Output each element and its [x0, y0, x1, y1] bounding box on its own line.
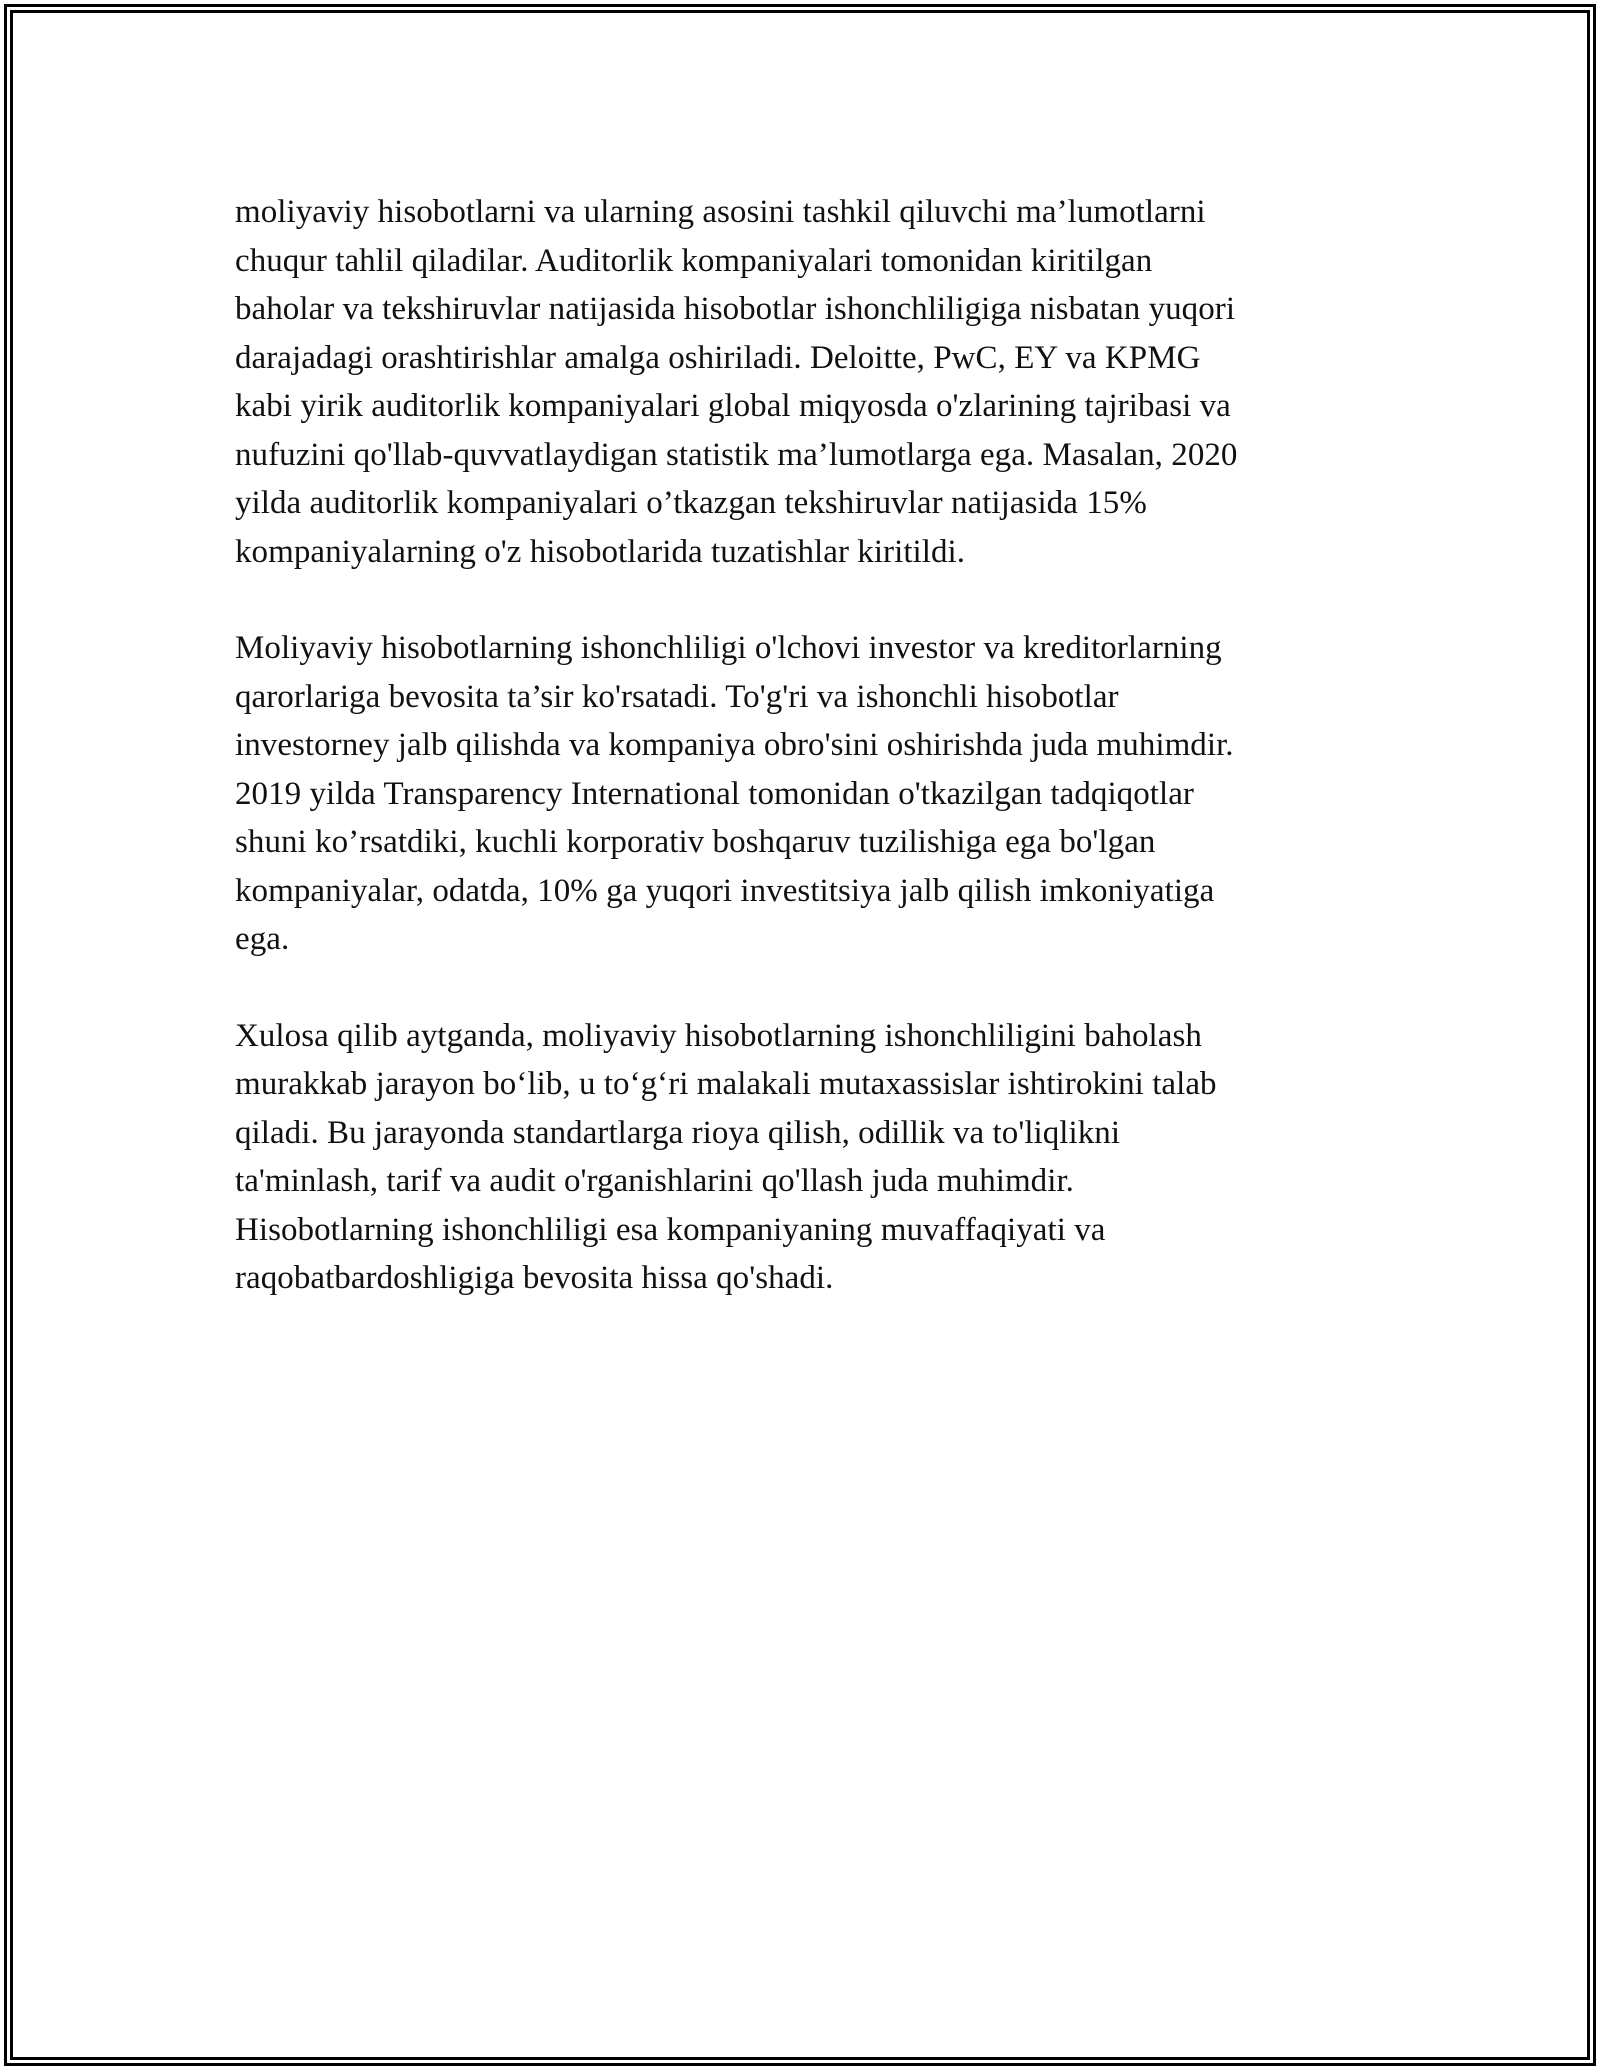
text-line: ta'minlash, tarif va audit o'rganishlarini qo'llash juda muhimdir. [235, 1163, 1074, 1199]
text-line: nufuzini qo'llab-quvvatlaydigan statistik ma’lumotlarga ega. Masalan, 2020 [235, 436, 1238, 473]
text-line: darajadagi orashtirishlar amalga oshiriladi. Deloitte, PwC, EY va KPMG [235, 339, 1201, 376]
text-line: 2019 yilda Transparency International tomonidan o'tkazilgan tadqiqotlar [235, 775, 1194, 812]
text-line: kabi yirik auditorlik kompaniyalari global miqyosda o'zlarining tajribasi va [235, 388, 1231, 424]
document-body [235, 188, 1370, 1351]
paragraph-reliability [235, 624, 1370, 964]
text-line: chuqur tahlil qiladilar. Auditorlik kompaniyalari tomonidan kiritilgan [235, 242, 1153, 279]
text-line: investorney jalb qilishda va kompaniya obro'sini oshirishda juda muhimdir. [235, 727, 1234, 763]
text-line: murakkab jarayon bo‘lib, u to‘g‘ri malakali mutaxassislar ishtirokini talab [235, 1066, 1217, 1102]
text-line: yilda auditorlik kompaniyalari o’tkazgan tekshiruvlar natijasida 15% [235, 485, 1147, 521]
text-line: shuni ko’rsatdiki, kuchli korporativ boshqaruv tuzilishiga ega bo'lgan [235, 824, 1156, 860]
text-line: Xulosa qilib aytganda, moliyaviy hisobotlarning ishonchliligini baholash [235, 1017, 1202, 1054]
text-line: kompaniyalarning o'z hisobotlarida tuzatishlar kiritildi. [235, 533, 966, 570]
text-line: Hisobotlarning ishonchliligi esa kompaniyaning muvaffaqiyati va [235, 1211, 1106, 1248]
text-line: kompaniyalar, odatda, 10% ga yuqori investitsiya jalb qilish imkoniyatiga [235, 872, 1215, 909]
text-line: qarorlariga bevosita ta’sir ko'rsatadi. To'g'ri va ishonchli hisobotlar [235, 678, 1119, 715]
text-line: ega. [235, 921, 290, 957]
paragraph-conclusion [235, 1012, 1370, 1303]
text-line: moliyaviy hisobotlarni va ularning asosini tashkil qiluvchi ma’lumotlarni [235, 194, 1206, 230]
text-line: raqobatbardoshligiga bevosita hissa qo'shadi. [235, 1260, 834, 1296]
text-line: baholar va tekshiruvlar natijasida hisobotlar ishonchliligiga nisbatan yuqori [235, 291, 1236, 327]
paragraph-auditors [235, 188, 1370, 576]
text-line: Moliyaviy hisobotlarning ishonchliligi o'lchovi investor va kreditorlarning [235, 630, 1222, 666]
text-line: qiladi. Bu jarayonda standartlarga rioya qilish, odillik va to'liqlikni [235, 1114, 1121, 1151]
